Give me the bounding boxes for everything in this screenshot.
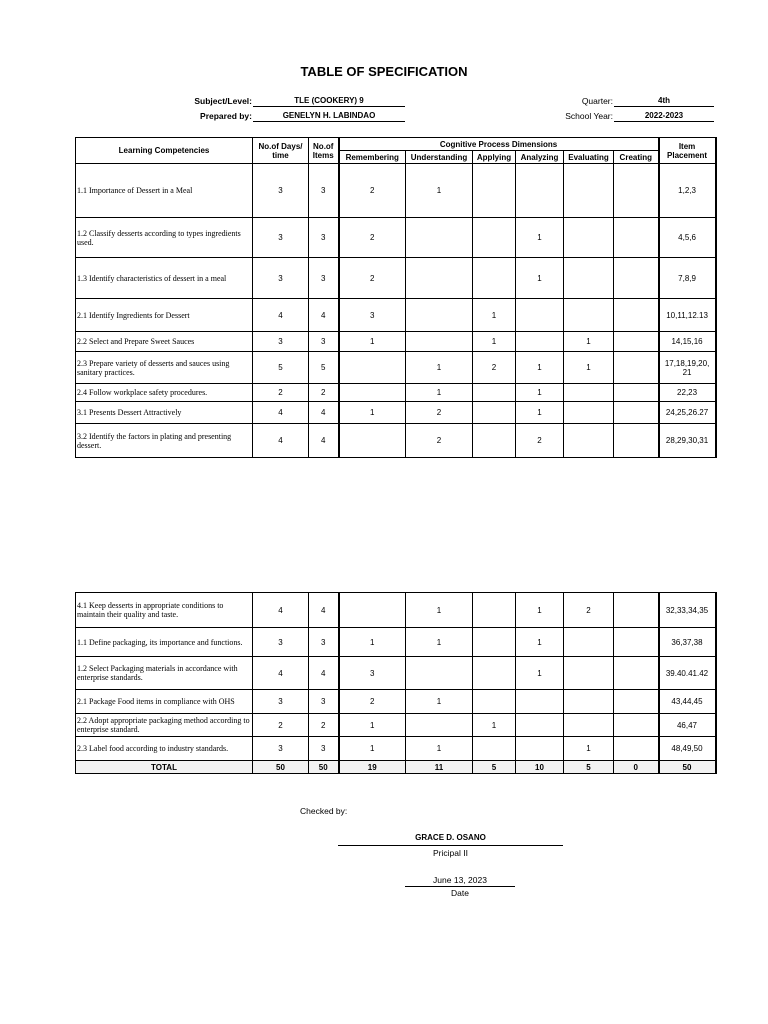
remembering-cell (339, 352, 406, 384)
table-row (76, 737, 716, 761)
items-cell: 4 (309, 402, 339, 424)
days-cell: 4 (253, 424, 309, 458)
total-understanding: 11 (406, 761, 473, 774)
items-cell: 3 (309, 164, 339, 218)
analyzing-cell (516, 332, 564, 352)
remembering-cell: 1 (339, 332, 406, 352)
creating-cell (614, 737, 659, 761)
header-items: No.of Items (309, 138, 339, 164)
school-year-value: 2022-2023 (614, 110, 714, 122)
analyzing-cell: 1 (516, 402, 564, 424)
days-cell: 4 (253, 299, 309, 332)
evaluating-cell (564, 299, 614, 332)
competency-cell: 1.3 Identify characteristics of dessert in a meal (76, 258, 253, 299)
specification-table (75, 137, 717, 458)
creating-cell (614, 690, 659, 714)
competency-cell: 2.1 Identify Ingredients for Dessert (76, 299, 253, 332)
creating-cell (614, 164, 659, 218)
remembering-cell: 3 (339, 299, 406, 332)
applying-cell (473, 628, 516, 657)
creating-cell (614, 424, 659, 458)
remembering-cell: 1 (339, 402, 406, 424)
analyzing-cell (516, 714, 564, 737)
items-cell: 2 (309, 714, 339, 737)
table-row (76, 402, 716, 424)
table-row (76, 352, 716, 384)
total-evaluating: 5 (564, 761, 614, 774)
analyzing-cell (516, 164, 564, 218)
items-cell: 3 (309, 218, 339, 258)
analyzing-cell: 1 (516, 628, 564, 657)
analyzing-cell: 2 (516, 424, 564, 458)
evaluating-cell: 1 (564, 332, 614, 352)
evaluating-cell (564, 384, 614, 402)
competency-cell: 1.2 Classify desserts according to types ingredients used. (76, 218, 253, 258)
competency-cell: 2.2 Select and Prepare Sweet Sauces (76, 332, 253, 352)
competency-cell: 2.3 Label food according to industry standards. (76, 737, 253, 761)
creating-cell (614, 218, 659, 258)
evaluating-cell (564, 218, 614, 258)
table-row (76, 628, 716, 657)
competency-cell: 1.1 Importance of Dessert in a Meal (76, 164, 253, 218)
applying-cell (473, 737, 516, 761)
creating-cell (614, 714, 659, 737)
subject-label: Subject/Level: (194, 96, 252, 106)
remembering-cell: 1 (339, 737, 406, 761)
total-days: 50 (253, 761, 309, 774)
header-cognitive: Cognitive Process Dimensions (339, 138, 659, 151)
competency-cell: 3.1 Presents Dessert Attractively (76, 402, 253, 424)
total-creating: 0 (614, 761, 659, 774)
header-placement: Item Placement (659, 138, 716, 164)
items-cell: 4 (309, 424, 339, 458)
competency-cell: 3.2 Identify the factors in plating and presenting dessert. (76, 424, 253, 458)
evaluating-cell (564, 690, 614, 714)
evaluating-cell (564, 424, 614, 458)
understanding-cell: 1 (406, 593, 473, 628)
checker-title: Pricipal II (433, 848, 468, 858)
competency-cell: 1.2 Select Packaging materials in accordance with enterprise standards. (76, 657, 253, 690)
total-items: 50 (309, 761, 339, 774)
creating-cell (614, 657, 659, 690)
items-cell: 5 (309, 352, 339, 384)
analyzing-cell: 1 (516, 258, 564, 299)
date-line (405, 886, 515, 887)
table-row (76, 714, 716, 737)
placement-cell: 24,25,26.27 (659, 402, 716, 424)
placement-cell: 48,49,50 (659, 737, 716, 761)
header-remembering: Remembering (339, 151, 406, 164)
placement-cell: 22,23 (659, 384, 716, 402)
creating-cell (614, 258, 659, 299)
understanding-cell (406, 218, 473, 258)
table-row (76, 384, 716, 402)
total-remembering: 19 (339, 761, 406, 774)
remembering-cell (339, 424, 406, 458)
date-label: Date (451, 888, 469, 898)
specification-table-continued (75, 592, 717, 774)
remembering-cell: 2 (339, 164, 406, 218)
table-row (76, 299, 716, 332)
placement-cell: 28,29,30,31 (659, 424, 716, 458)
analyzing-cell: 1 (516, 593, 564, 628)
placement-cell: 1,2,3 (659, 164, 716, 218)
analyzing-cell (516, 690, 564, 714)
creating-cell (614, 352, 659, 384)
items-cell: 3 (309, 332, 339, 352)
signature-line (338, 845, 563, 846)
understanding-cell: 1 (406, 628, 473, 657)
total-row (76, 761, 716, 774)
evaluating-cell: 2 (564, 593, 614, 628)
applying-cell (473, 593, 516, 628)
placement-cell: 32,33,34,35 (659, 593, 716, 628)
analyzing-cell: 1 (516, 352, 564, 384)
applying-cell (473, 657, 516, 690)
understanding-cell: 1 (406, 690, 473, 714)
applying-cell: 1 (473, 299, 516, 332)
table-row (76, 690, 716, 714)
applying-cell: 1 (473, 714, 516, 737)
placement-cell: 39.40.41.42 (659, 657, 716, 690)
applying-cell (473, 424, 516, 458)
creating-cell (614, 402, 659, 424)
competency-cell: 2.1 Package Food items in compliance with OHS (76, 690, 253, 714)
understanding-cell: 1 (406, 352, 473, 384)
date-value: June 13, 2023 (433, 875, 487, 885)
applying-cell (473, 384, 516, 402)
total-analyzing: 10 (516, 761, 564, 774)
remembering-cell: 2 (339, 218, 406, 258)
checker-name: GRACE D. OSANO (415, 833, 486, 842)
understanding-cell (406, 714, 473, 737)
checked-by-label: Checked by: (300, 806, 348, 816)
items-cell: 3 (309, 690, 339, 714)
placement-cell: 4,5,6 (659, 218, 716, 258)
evaluating-cell (564, 714, 614, 737)
header-evaluating: Evaluating (564, 151, 614, 164)
document-title: TABLE OF SPECIFICATION (300, 64, 468, 79)
understanding-cell (406, 332, 473, 352)
creating-cell (614, 628, 659, 657)
creating-cell (614, 332, 659, 352)
days-cell: 3 (253, 258, 309, 299)
total-placement: 50 (659, 761, 716, 774)
header-analyzing: Analyzing (516, 151, 564, 164)
applying-cell (473, 258, 516, 299)
items-cell: 4 (309, 299, 339, 332)
applying-cell (473, 690, 516, 714)
days-cell: 3 (253, 737, 309, 761)
quarter-value: 4th (614, 95, 714, 107)
quarter-label: Quarter: (581, 96, 613, 106)
evaluating-cell (564, 628, 614, 657)
days-cell: 3 (253, 218, 309, 258)
remembering-cell: 2 (339, 690, 406, 714)
analyzing-cell: 1 (516, 218, 564, 258)
evaluating-cell (564, 402, 614, 424)
understanding-cell (406, 258, 473, 299)
days-cell: 5 (253, 352, 309, 384)
days-cell: 2 (253, 714, 309, 737)
items-cell: 4 (309, 593, 339, 628)
analyzing-cell (516, 737, 564, 761)
understanding-cell: 2 (406, 402, 473, 424)
header-understanding: Understanding (406, 151, 473, 164)
competency-cell: 4.1 Keep desserts in appropriate conditions to maintain their quality and taste. (76, 593, 253, 628)
remembering-cell (339, 593, 406, 628)
days-cell: 3 (253, 628, 309, 657)
items-cell: 3 (309, 628, 339, 657)
evaluating-cell (564, 164, 614, 218)
competency-cell: 2.2 Adopt appropriate packaging method according to enterprise standard. (76, 714, 253, 737)
evaluating-cell (564, 657, 614, 690)
total-applying: 5 (473, 761, 516, 774)
placement-cell: 43,44,45 (659, 690, 716, 714)
evaluating-cell: 1 (564, 352, 614, 384)
days-cell: 4 (253, 593, 309, 628)
placement-cell: 7,8,9 (659, 258, 716, 299)
remembering-cell: 1 (339, 628, 406, 657)
table-row (76, 424, 716, 458)
table-row (76, 218, 716, 258)
placement-cell: 46,47 (659, 714, 716, 737)
header-competencies: Learning Competencies (76, 138, 253, 164)
remembering-cell (339, 384, 406, 402)
items-cell: 3 (309, 737, 339, 761)
placement-cell: 17,18,19,20, 21 (659, 352, 716, 384)
creating-cell (614, 384, 659, 402)
days-cell: 3 (253, 690, 309, 714)
header-applying: Applying (473, 151, 516, 164)
applying-cell (473, 402, 516, 424)
table-row (76, 657, 716, 690)
header-days: No.of Days/ time (253, 138, 309, 164)
evaluating-cell: 1 (564, 737, 614, 761)
understanding-cell: 2 (406, 424, 473, 458)
analyzing-cell: 1 (516, 384, 564, 402)
placement-cell: 10,11,12.13 (659, 299, 716, 332)
creating-cell (614, 593, 659, 628)
prepared-by-label: Prepared by: (200, 111, 252, 121)
understanding-cell: 1 (406, 384, 473, 402)
school-year-label: School Year: (565, 111, 613, 121)
applying-cell: 1 (473, 332, 516, 352)
days-cell: 4 (253, 402, 309, 424)
days-cell: 3 (253, 164, 309, 218)
competency-cell: 2.4 Follow workplace safety procedures. (76, 384, 253, 402)
analyzing-cell: 1 (516, 657, 564, 690)
table-row (76, 258, 716, 299)
days-cell: 4 (253, 657, 309, 690)
understanding-cell: 1 (406, 164, 473, 218)
remembering-cell: 1 (339, 714, 406, 737)
placement-cell: 14,15,16 (659, 332, 716, 352)
table-row (76, 164, 716, 218)
items-cell: 3 (309, 258, 339, 299)
total-label: TOTAL (76, 761, 253, 774)
creating-cell (614, 299, 659, 332)
remembering-cell: 3 (339, 657, 406, 690)
table-row (76, 332, 716, 352)
applying-cell (473, 164, 516, 218)
understanding-cell: 1 (406, 737, 473, 761)
competency-cell: 1.1 Define packaging, its importance and functions. (76, 628, 253, 657)
evaluating-cell (564, 258, 614, 299)
table-row (76, 593, 716, 628)
items-cell: 2 (309, 384, 339, 402)
header-creating: Creating (614, 151, 659, 164)
applying-cell (473, 218, 516, 258)
competency-cell: 2.3 Prepare variety of desserts and sauces using sanitary practices. (76, 352, 253, 384)
understanding-cell (406, 299, 473, 332)
days-cell: 3 (253, 332, 309, 352)
placement-cell: 36,37,38 (659, 628, 716, 657)
prepared-by-value: GENELYN H. LABINDAO (253, 110, 405, 122)
applying-cell: 2 (473, 352, 516, 384)
understanding-cell (406, 657, 473, 690)
remembering-cell: 2 (339, 258, 406, 299)
items-cell: 4 (309, 657, 339, 690)
subject-value: TLE (COOKERY) 9 (253, 95, 405, 107)
analyzing-cell (516, 299, 564, 332)
days-cell: 2 (253, 384, 309, 402)
